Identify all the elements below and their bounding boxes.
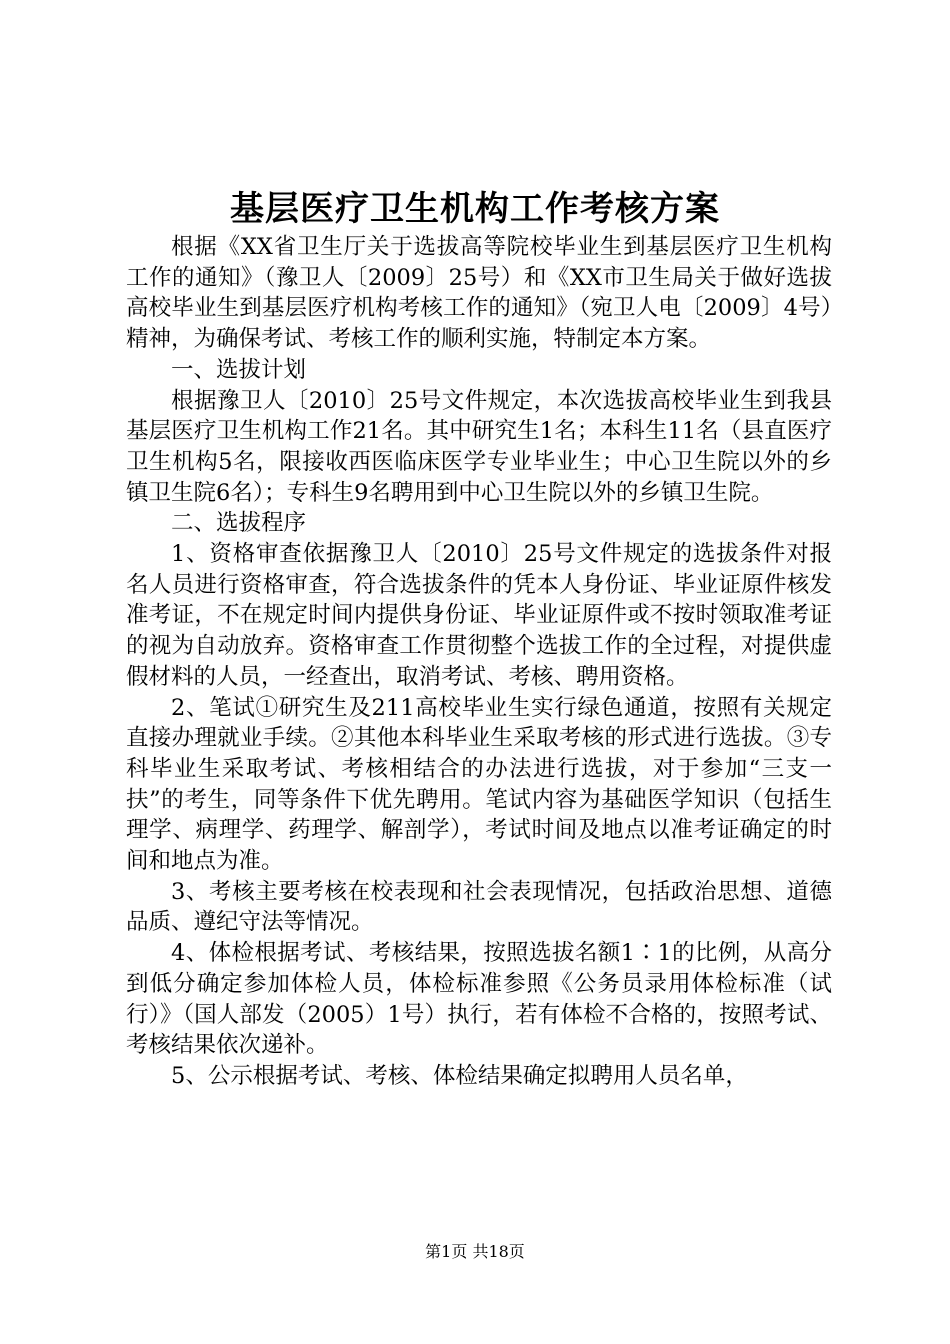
paragraph-qualification-review: 1、资格审查依据豫卫人〔2010〕25号文件规定的选拔条件对报名人员进行资格审查，符合选拔条件的凭本人身份证、毕业证原件核发准考证，不在规定时间内提供身份证、毕业证原件或不按时领取准考证的视为自动放弃。资格审查工作贯彻整个选拔工作的全过程，对提供虚假材料的人员，一经查出，取消考试、考核、聘用资格。 <box>126 541 832 690</box>
paragraph-assessment: 3、考核主要考核在校表现和社会表现情况，包括政治思想、道德品质、遵纪守法等情况。 <box>126 878 832 936</box>
section-heading-procedure: 二、选拔程序 <box>171 510 307 537</box>
paragraph-publicity: 5、公示根据考试、考核、体检结果确定拟聘用人员名单， <box>171 1062 748 1089</box>
section-heading-plan: 一、选拔计划 <box>171 356 307 383</box>
paragraph-plan: 根据豫卫人〔2010〕25号文件规定，本次选拔高校毕业生到我县基层医疗卫生机构工作21名。其中研究生1名；本科生11名（县直医疗卫生机构5名，限接收西医临床医学专业毕业生；中心卫生院以外的乡镇卫生院6名）；专科生9名聘用到中心卫生院以外的乡镇卫生院。 <box>126 387 832 506</box>
paragraph-intro: 根据《XX省卫生厅关于选拔高等院校毕业生到基层医疗卫生机构工作的通知》（豫卫人〔2009〕25号）和《XX市卫生局关于做好选拔高校毕业生到基层医疗机构考核工作的通知》（宛卫人电〔2009〕4号）精神，为确保考试、考核工作的顺利实施，特制定本方案。 <box>126 234 832 353</box>
document-title: 基层医疗卫生机构工作考核方案 <box>230 189 720 229</box>
document-body <box>126 232 832 1092</box>
page-number-footer: 第1页 共18页 <box>425 1242 525 1261</box>
paragraph-written-exam: 2、笔试①研究生及211高校毕业生实行绿色通道，按照有关规定直接办理就业手续。②其他本科毕业生采取考核的形式进行选拔。③专科毕业生采取考试、考核相结合的办法进行选拔，对于参加“三支一扶”的考生，同等条件下优先聘用。笔试内容为基础医学知识（包括生理学、病理学、药理学、解剖学），考试时间及地点以准考证确定的时间和地点为准。 <box>126 694 832 875</box>
paragraph-physical-exam: 4、体检根据考试、考核结果，按照选拔名额1∶1的比例，从高分到低分确定参加体检人员，体检标准参照《公务员录用体检标准（试行）》（国人部发（2005）1号）执行，若有体检不合格的，按照考试、考核结果依次递补。 <box>126 940 832 1059</box>
